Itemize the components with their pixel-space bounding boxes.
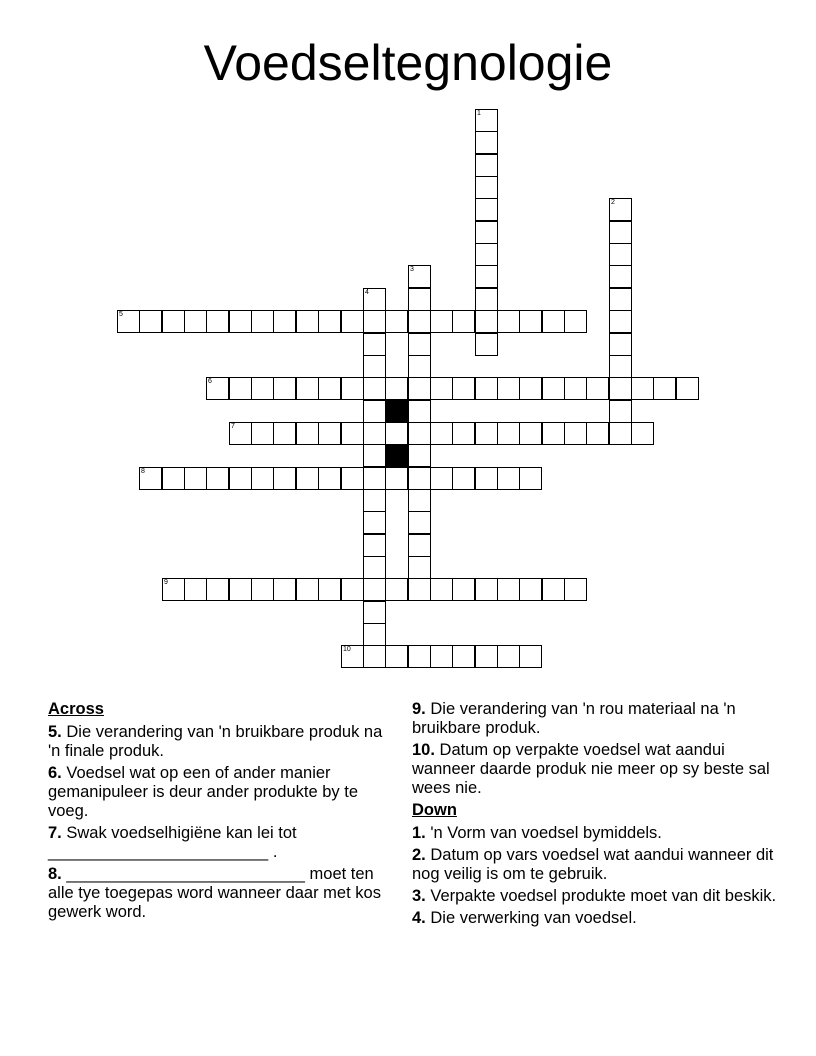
grid-cell[interactable] xyxy=(519,310,542,333)
grid-cell[interactable] xyxy=(139,310,162,333)
across-header: Across xyxy=(48,700,104,718)
grid-cell[interactable] xyxy=(408,355,431,378)
clue-number: 4. xyxy=(412,909,426,927)
grid-cell[interactable] xyxy=(363,534,386,557)
clue-number: 3. xyxy=(412,887,426,905)
clue-across-9 xyxy=(412,700,782,738)
grid-cell[interactable] xyxy=(430,578,453,601)
grid-cell[interactable] xyxy=(341,422,364,445)
grid-cell[interactable] xyxy=(363,511,386,534)
grid-cell[interactable] xyxy=(251,422,274,445)
grid-cell[interactable] xyxy=(363,489,386,512)
grid-cell[interactable] xyxy=(609,288,632,311)
grid-cell[interactable] xyxy=(341,578,364,601)
grid-cell[interactable] xyxy=(273,310,296,333)
grid-cell[interactable] xyxy=(408,578,431,601)
grid-cell[interactable] xyxy=(363,355,386,378)
clue-across-8 xyxy=(48,865,393,922)
grid-cell[interactable] xyxy=(631,422,654,445)
cell-number: 2 xyxy=(611,199,615,206)
grid-cell[interactable] xyxy=(229,467,252,490)
grid-cell[interactable] xyxy=(408,534,431,557)
grid-cell[interactable] xyxy=(452,645,475,668)
grid-cell[interactable] xyxy=(452,578,475,601)
clue-down-2 xyxy=(412,846,782,884)
grid-cell[interactable] xyxy=(609,400,632,423)
grid-cell[interactable] xyxy=(519,422,542,445)
grid-cell[interactable] xyxy=(497,578,520,601)
grid-cell[interactable] xyxy=(363,377,386,400)
grid-cell[interactable] xyxy=(162,467,185,490)
grid-cell[interactable] xyxy=(497,645,520,668)
grid-cell[interactable] xyxy=(475,467,498,490)
clue-number: 10. xyxy=(412,741,435,759)
grid-cell[interactable] xyxy=(273,578,296,601)
grid-cell[interactable] xyxy=(296,422,319,445)
grid-cell[interactable] xyxy=(609,265,632,288)
grid-cell[interactable] xyxy=(408,288,431,311)
grid-cell[interactable] xyxy=(609,333,632,356)
grid-cell[interactable] xyxy=(318,422,341,445)
cell-number: 7 xyxy=(231,423,235,430)
grid-cell[interactable] xyxy=(296,578,319,601)
grid-cell[interactable] xyxy=(363,645,386,668)
grid-cell[interactable] xyxy=(408,489,431,512)
grid-cell[interactable] xyxy=(564,310,587,333)
grid-cell[interactable] xyxy=(475,288,498,311)
grid-cell[interactable] xyxy=(363,578,386,601)
grid-cell[interactable] xyxy=(296,377,319,400)
grid-cell[interactable] xyxy=(586,422,609,445)
grid-cell[interactable] xyxy=(363,422,386,445)
clue-text: Datum op vars voedsel wat aandui wanneer dit nog veilig is om te gebruik. xyxy=(412,846,774,883)
clue-number: 9. xyxy=(412,700,426,718)
grid-cell[interactable] xyxy=(430,422,453,445)
grid-cell[interactable] xyxy=(475,422,498,445)
clue-across-5 xyxy=(48,723,393,761)
grid-cell[interactable] xyxy=(408,333,431,356)
grid-cell[interactable] xyxy=(519,467,542,490)
clue-number: 5. xyxy=(48,723,62,741)
grid-cell[interactable] xyxy=(408,645,431,668)
grid-cell[interactable] xyxy=(385,645,408,668)
grid-block-cell xyxy=(385,444,408,467)
clue-text: __________________________ moet ten alle tye toegepas word wanneer daar met kos gewerk word. xyxy=(48,865,381,921)
grid-cell[interactable] xyxy=(475,645,498,668)
grid-cell[interactable] xyxy=(452,377,475,400)
grid-cell[interactable] xyxy=(408,265,431,288)
grid-cell[interactable] xyxy=(341,645,364,668)
grid-cell[interactable] xyxy=(385,310,408,333)
grid-cell[interactable] xyxy=(385,467,408,490)
grid-cell[interactable] xyxy=(318,310,341,333)
grid-cell[interactable] xyxy=(430,467,453,490)
grid-cell[interactable] xyxy=(452,422,475,445)
grid-cell[interactable] xyxy=(408,377,431,400)
grid-cell[interactable] xyxy=(475,310,498,333)
grid-cell[interactable] xyxy=(363,623,386,646)
grid-cell[interactable] xyxy=(475,333,498,356)
grid-cell[interactable] xyxy=(408,444,431,467)
down-header: Down xyxy=(412,801,457,819)
grid-cell[interactable] xyxy=(341,377,364,400)
cell-number: 10 xyxy=(343,646,351,653)
grid-cell[interactable] xyxy=(251,310,274,333)
grid-cell[interactable] xyxy=(676,377,699,400)
grid-cell[interactable] xyxy=(408,467,431,490)
grid-cell[interactable] xyxy=(162,578,185,601)
grid-cell[interactable] xyxy=(363,556,386,579)
grid-cell[interactable] xyxy=(184,578,207,601)
clue-number: 6. xyxy=(48,764,62,782)
clue-down-1 xyxy=(412,824,782,843)
grid-cell[interactable] xyxy=(408,511,431,534)
clue-across-7 xyxy=(48,824,393,862)
grid-cell[interactable] xyxy=(206,310,229,333)
grid-cell[interactable] xyxy=(475,131,498,154)
grid-cell[interactable] xyxy=(363,333,386,356)
grid-cell[interactable] xyxy=(162,310,185,333)
cell-number: 1 xyxy=(477,110,481,117)
grid-cell[interactable] xyxy=(519,645,542,668)
grid-cell[interactable] xyxy=(542,377,565,400)
grid-cell[interactable] xyxy=(542,310,565,333)
grid-cell[interactable] xyxy=(184,310,207,333)
grid-cell[interactable] xyxy=(206,467,229,490)
clue-text: Swak voedselhigiëne kan lei tot ________________________ . xyxy=(48,824,297,861)
grid-cell[interactable] xyxy=(564,422,587,445)
grid-cell[interactable] xyxy=(475,176,498,199)
grid-cell[interactable] xyxy=(609,310,632,333)
grid-cell[interactable] xyxy=(519,578,542,601)
clue-text: Voedsel wat op een of ander manier gemanipuleer is deur ander produkte by te voeg. xyxy=(48,764,359,820)
grid-cell[interactable] xyxy=(296,467,319,490)
grid-cell[interactable] xyxy=(184,467,207,490)
grid-cell[interactable] xyxy=(475,109,498,132)
grid-cell[interactable] xyxy=(497,377,520,400)
grid-cell[interactable] xyxy=(206,578,229,601)
clue-number: 7. xyxy=(48,824,62,842)
grid-cell[interactable] xyxy=(497,310,520,333)
clue-number: 1. xyxy=(412,824,426,842)
grid-cell[interactable] xyxy=(385,422,408,445)
grid-cell[interactable] xyxy=(273,422,296,445)
grid-cell[interactable] xyxy=(229,377,252,400)
grid-cell[interactable] xyxy=(229,422,252,445)
grid-cell[interactable] xyxy=(318,377,341,400)
grid-cell[interactable] xyxy=(564,377,587,400)
grid-cell[interactable] xyxy=(475,243,498,266)
clues-left-column xyxy=(48,700,393,925)
grid-cell[interactable] xyxy=(519,377,542,400)
grid-cell[interactable] xyxy=(475,265,498,288)
grid-cell[interactable] xyxy=(609,221,632,244)
grid-cell[interactable] xyxy=(542,422,565,445)
grid-cell[interactable] xyxy=(273,377,296,400)
grid-cell[interactable] xyxy=(430,377,453,400)
grid-cell[interactable] xyxy=(542,578,565,601)
grid-cell[interactable] xyxy=(363,467,386,490)
grid-cell[interactable] xyxy=(385,377,408,400)
grid-cell[interactable] xyxy=(318,467,341,490)
grid-cell[interactable] xyxy=(430,645,453,668)
clue-text: Die verandering van 'n rou materiaal na 'n bruikbare produk. xyxy=(412,700,736,737)
grid-cell[interactable] xyxy=(363,400,386,423)
grid-cell[interactable] xyxy=(363,288,386,311)
clue-text: Die verandering van 'n bruikbare produk na 'n finale produk. xyxy=(48,723,383,760)
grid-cell[interactable] xyxy=(475,578,498,601)
cell-number: 6 xyxy=(208,378,212,385)
grid-cell[interactable] xyxy=(609,355,632,378)
grid-cell[interactable] xyxy=(408,400,431,423)
grid-cell[interactable] xyxy=(273,467,296,490)
grid-cell[interactable] xyxy=(363,310,386,333)
clue-number: 8. xyxy=(48,865,62,883)
cell-number: 4 xyxy=(365,289,369,296)
grid-cell[interactable] xyxy=(341,467,364,490)
grid-cell[interactable] xyxy=(452,467,475,490)
grid-cell[interactable] xyxy=(475,198,498,221)
clue-text: Die verwerking van voedsel. xyxy=(430,909,637,927)
clue-down-4 xyxy=(412,909,782,928)
clue-down-3 xyxy=(412,887,782,906)
grid-cell[interactable] xyxy=(408,310,431,333)
grid-cell[interactable] xyxy=(229,578,252,601)
grid-cell[interactable] xyxy=(475,221,498,244)
grid-cell[interactable] xyxy=(341,310,364,333)
clue-number: 2. xyxy=(412,846,426,864)
grid-cell[interactable] xyxy=(229,310,252,333)
grid-cell[interactable] xyxy=(363,444,386,467)
grid-cell[interactable] xyxy=(497,422,520,445)
grid-cell[interactable] xyxy=(385,578,408,601)
clue-text: Datum op verpakte voedsel wat aandui wanneer daarde produk nie meer op sy beste sal wees nie. xyxy=(412,741,770,797)
grid-cell[interactable] xyxy=(206,377,229,400)
grid-cell[interactable] xyxy=(653,377,676,400)
grid-cell[interactable] xyxy=(452,310,475,333)
grid-cell[interactable] xyxy=(408,556,431,579)
grid-cell[interactable] xyxy=(408,422,431,445)
grid-cell[interactable] xyxy=(363,601,386,624)
grid-block-cell xyxy=(385,400,408,423)
grid-cell[interactable] xyxy=(609,243,632,266)
grid-cell[interactable] xyxy=(251,377,274,400)
grid-cell[interactable] xyxy=(586,377,609,400)
grid-cell[interactable] xyxy=(475,377,498,400)
clue-text: Verpakte voedsel produkte moet van dit beskik. xyxy=(430,887,777,905)
clue-across-10 xyxy=(412,741,782,798)
cell-number: 3 xyxy=(410,266,414,273)
grid-cell[interactable] xyxy=(497,467,520,490)
grid-cell[interactable] xyxy=(430,310,453,333)
grid-cell[interactable] xyxy=(318,578,341,601)
grid-cell[interactable] xyxy=(609,377,632,400)
grid-cell[interactable] xyxy=(251,467,274,490)
grid-cell[interactable] xyxy=(609,198,632,221)
cell-number: 8 xyxy=(141,468,145,475)
puzzle-title: Voedseltegnologie xyxy=(203,35,613,91)
grid-cell[interactable] xyxy=(251,578,274,601)
grid-cell[interactable] xyxy=(631,377,654,400)
grid-cell[interactable] xyxy=(139,467,162,490)
clue-text: 'n Vorm van voedsel bymiddels. xyxy=(430,824,662,842)
cell-number: 9 xyxy=(164,579,168,586)
grid-cell[interactable] xyxy=(475,154,498,177)
grid-cell[interactable] xyxy=(117,310,140,333)
cell-number: 5 xyxy=(119,311,123,318)
grid-cell[interactable] xyxy=(609,422,632,445)
clue-across-6 xyxy=(48,764,393,821)
grid-cell[interactable] xyxy=(564,578,587,601)
clues-right-column xyxy=(412,700,782,931)
grid-cell[interactable] xyxy=(296,310,319,333)
